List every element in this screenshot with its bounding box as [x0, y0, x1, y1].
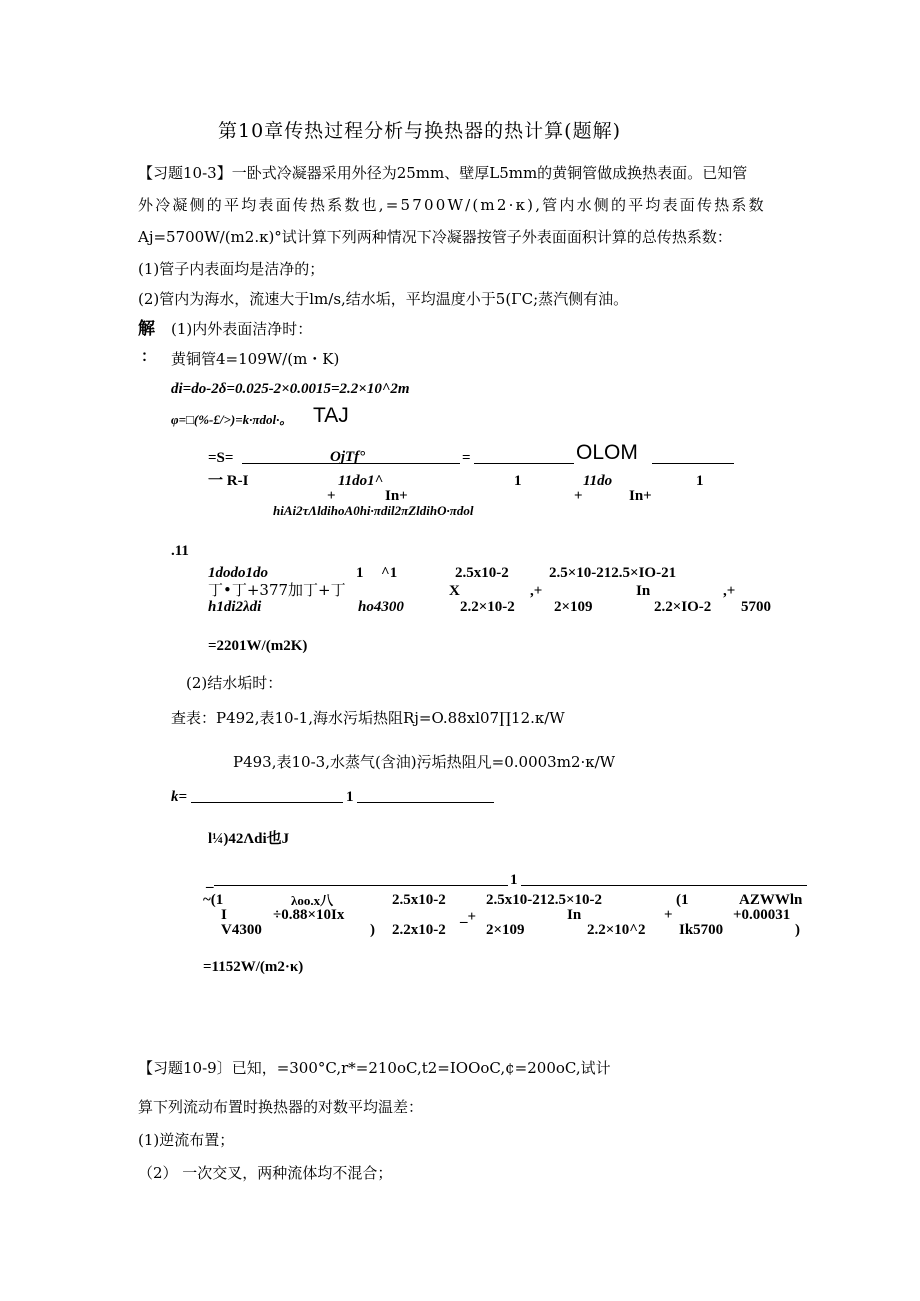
long-calc-row-3: 2.2x10-2	[392, 922, 446, 938]
heat-flow-eq-tail: TAJ	[313, 404, 349, 427]
k-numerator: 1	[346, 789, 354, 805]
fraction-numerator-large: OLOM	[576, 441, 638, 464]
plus-sign: +	[574, 488, 583, 504]
page-title: 第10章传热过程分析与换热器的热计算(题解)	[218, 120, 622, 142]
solution-colon: ：	[141, 349, 157, 365]
problem-10-3-line-3: Aj=5700W/(m2.κ)°试计算下列两种情况下冷凝器按管子外表面面积计算的总传热系数：	[138, 228, 732, 246]
log-term: In+	[629, 488, 652, 504]
problem-10-3-line-5: (2)管内为海水，流速大于lm∕s,结水垢，平均温度小于5(ΓC;蒸汽侧有油。	[138, 290, 629, 308]
long-calc-row-2: +0.00031	[733, 907, 791, 923]
denominator-term: 1	[514, 473, 522, 489]
calc-row-3: 2×109	[554, 599, 593, 615]
problem-10-9-line-3: (1)逆流布置；	[138, 1131, 235, 1149]
numeric-label: .11	[171, 543, 189, 559]
calc-row-2: In	[636, 583, 651, 599]
long-calc-row-2: ÷0.88×10Ix	[273, 907, 345, 923]
problem-10-9-line-4: （2） 一次交叉，两种流体均不混合；	[138, 1164, 393, 1182]
fraction-bar	[474, 463, 574, 464]
problem-10-9-line-2: 算下列流动布置时换热器的对数平均温差：	[138, 1098, 424, 1116]
calc-row-3: 5700	[741, 599, 771, 615]
long-calc-row-3: 2.2×10^2	[587, 922, 646, 938]
long-calc-row-1: ~(1	[203, 892, 224, 908]
result-case-1: =2201W/(m2K)	[208, 638, 308, 654]
brass-conductivity: 黄铜管4=109W/(m・K)	[171, 350, 340, 368]
calc-row-3: ho4300	[358, 599, 404, 615]
k-denominator: l¼)42Λdi也J	[208, 831, 290, 847]
long-calc-row-3: )	[370, 922, 375, 938]
long-calc-row-2: In	[567, 907, 582, 923]
equals-sign: =	[462, 450, 471, 466]
result-case-2: =1152W/(m2·κ)	[203, 959, 304, 975]
long-calc-row-1: 2.5x10-212.5×10-2	[486, 892, 603, 908]
calc-row-3: h1di2λdi	[208, 599, 262, 615]
problem-10-3-line-2: 外冷凝侧的平均表面传热系数也,=5700W/(m2·κ),管内水侧的平均表面传热系数	[138, 196, 766, 214]
case-2-heading: (2)结水垢时：	[186, 674, 283, 692]
calc-row-1: 2.5x10-2	[455, 565, 509, 581]
lookup-line-2: P493,表10-3,水蒸气(含油)污垢热阻凡=0.0003m2·κ∕W	[233, 753, 616, 771]
long-calc-row-3: Ik5700	[679, 922, 724, 938]
log-term: In+	[385, 488, 408, 504]
inner-diameter-eq: di=do-2δ=0.025-2×0.0015=2.2×10^2m	[171, 381, 410, 397]
fraction-bar	[357, 802, 494, 803]
plus-sign: +	[327, 488, 336, 504]
calc-row-3: 2.2×10-2	[460, 599, 515, 615]
calc-row-1: 2.5×10-212.5×IO-21	[549, 565, 677, 581]
long-calc-row-3: V4300	[221, 922, 262, 938]
calc-row-2: 丁•丁+377加丁+丁	[208, 581, 346, 599]
calc-row-3: 2.2×IO-2	[654, 599, 712, 615]
long-calc-row-1: 2.5x10-2	[392, 892, 446, 908]
denominator-term: 11do1^	[338, 473, 384, 489]
problem-10-3-line-4: (1)管子内表面均是洁净的；	[138, 260, 325, 278]
problem-10-9-line-1: 【习题10-9〕已知，=300°C,r*=210oC,t2=IOOoC,¢=200oC,试计	[138, 1059, 611, 1077]
k-label: k=	[171, 789, 188, 805]
case-1-heading: (1)内外表面洁净时：	[171, 320, 313, 338]
fraction-numerator: 1	[510, 872, 518, 888]
calc-row-2: ,+	[530, 583, 543, 599]
lookup-line-1: 查表：P492,表10-1,海水污垢热阻Rj=O.88xl07∏12.κ∕W	[171, 709, 565, 727]
long-calc-row-2: +	[664, 907, 673, 923]
fraction-numerator: OjTf°	[330, 449, 366, 465]
denominator-subscripts: hiAi2τΛldihoA0hi·πdil2πZldihO·πdol	[273, 503, 474, 518]
long-calc-row-3: )	[795, 922, 800, 938]
calc-row-1: 1dodo1do	[208, 565, 268, 581]
fraction-bar	[521, 885, 807, 886]
fraction-dash: _	[206, 874, 214, 890]
eq-s-label: =S=	[208, 450, 234, 466]
calc-row-1: ^1	[381, 565, 398, 581]
long-calc-row-1: (1	[676, 892, 689, 908]
fraction-bar	[652, 463, 734, 464]
denominator-term: 1	[696, 473, 704, 489]
long-calc-row-2: _+	[460, 909, 477, 925]
denominator-term: 一 R-I	[208, 473, 249, 489]
fraction-bar	[214, 885, 508, 886]
long-calc-row-1: λoo.x八	[291, 893, 334, 908]
calc-row-1: 1	[356, 565, 364, 581]
problem-10-3-line-1: 【习题10-3】一卧式冷凝器采用外径为25mm、壁厚L5mm的黄铜管做成换热表面。已知管	[138, 164, 748, 182]
long-calc-row-1: AZWWln	[739, 892, 803, 908]
long-calc-row-3: 2×109	[486, 922, 525, 938]
long-calc-row-2: I	[221, 907, 227, 923]
denominator-term: 11do	[583, 473, 613, 489]
fraction-bar	[191, 802, 343, 803]
solution-label: 解	[138, 319, 155, 338]
heat-flow-eq: φ=□(%-£/>)=k·πdol·。	[171, 412, 293, 427]
calc-row-2: X	[449, 583, 460, 599]
calc-row-2: ,+	[723, 583, 736, 599]
